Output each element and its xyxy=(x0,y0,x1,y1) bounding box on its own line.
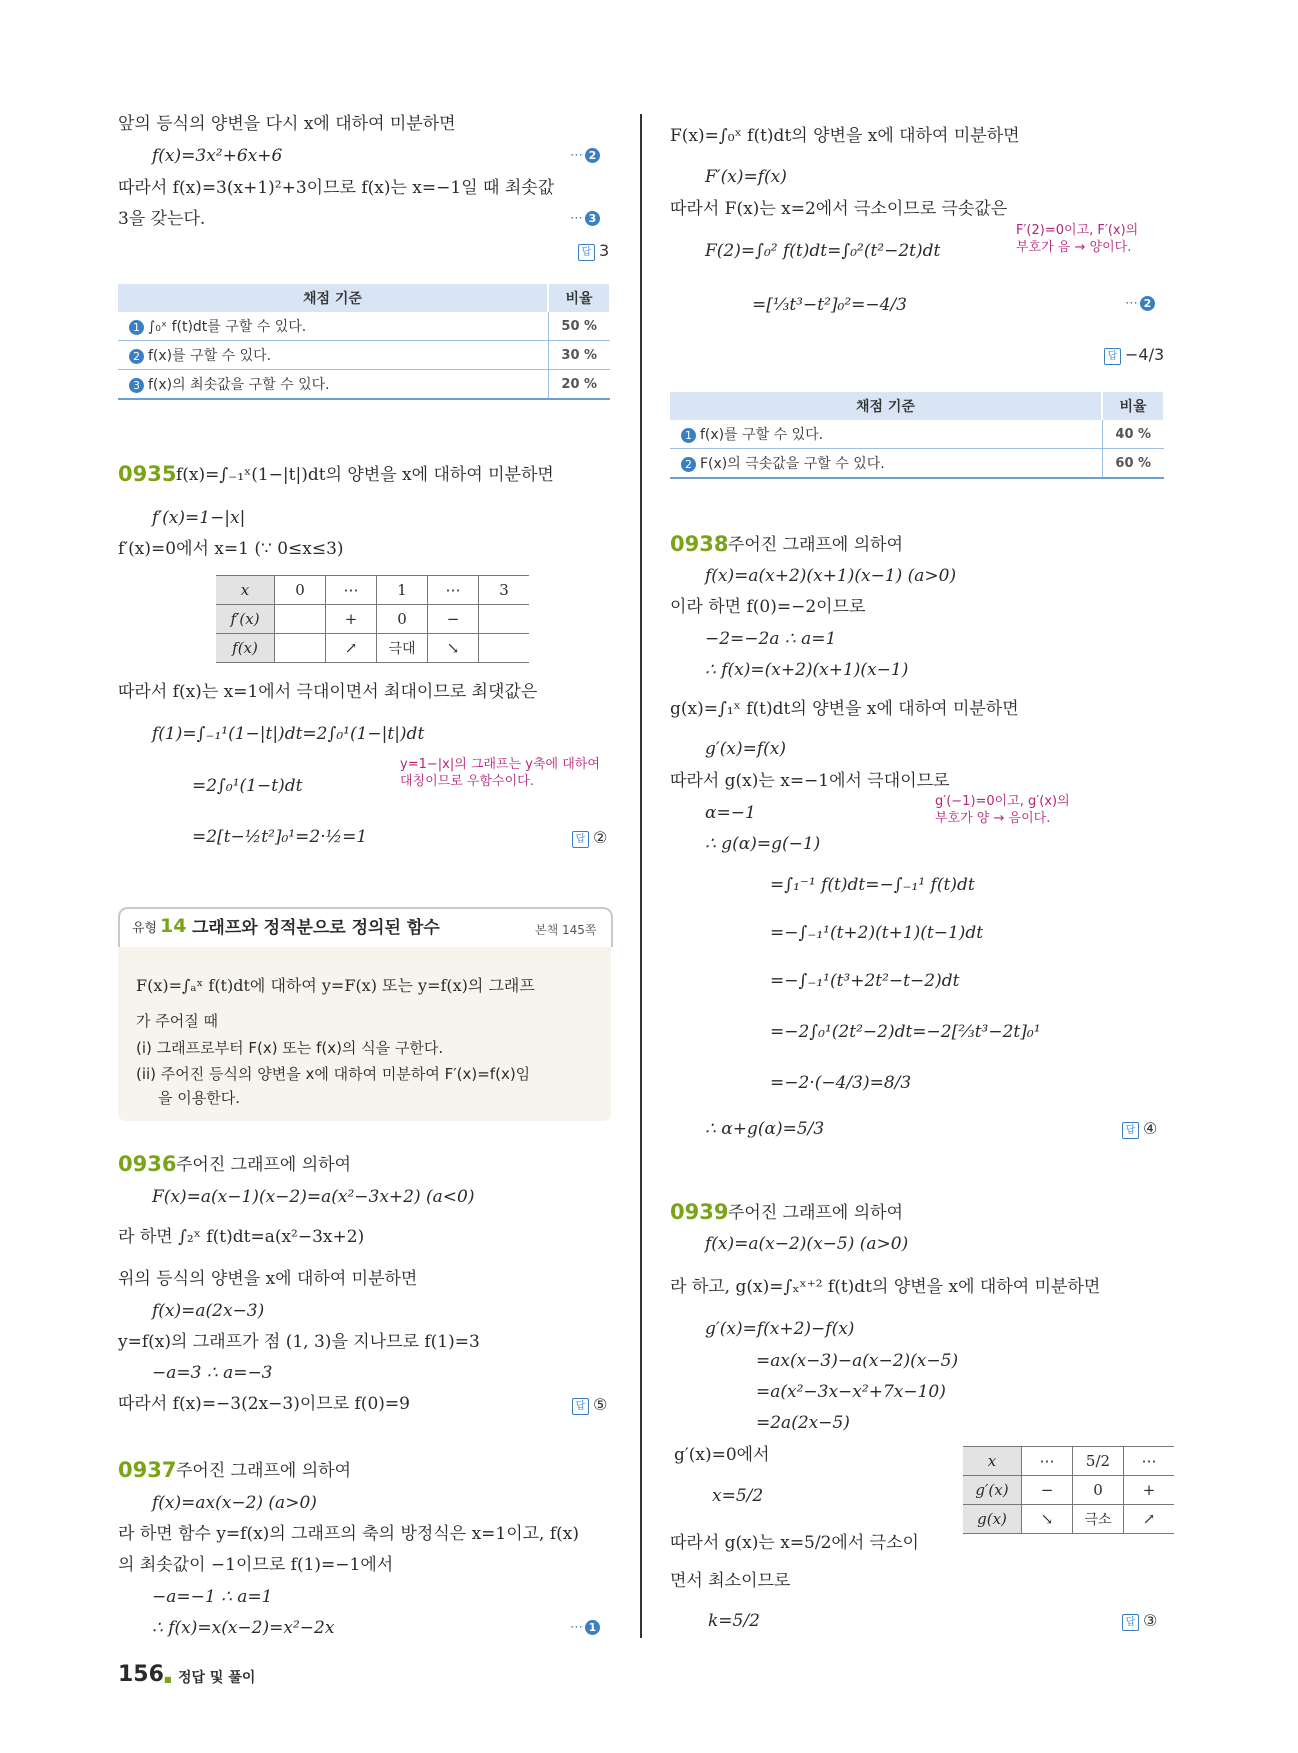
table-row: 2 F(x)의 극솟값을 구할 수 있다. 60 % xyxy=(670,449,1164,479)
type-number: 14 xyxy=(160,915,187,937)
footer-text: 정답 및 풀이 xyxy=(178,1670,256,1686)
equation: F′(x)=f(x) xyxy=(705,167,787,187)
answer: 답 ⑤ xyxy=(572,1395,607,1415)
equation: f′(x)=1−|x| xyxy=(152,508,246,528)
type-label: 유형 xyxy=(132,921,158,936)
equation: =2∫₀¹(1−t)dt xyxy=(192,776,303,796)
equation: F(x)=a(x−1)(x−2)=a(x²−3x+2) (a<0) xyxy=(152,1187,475,1207)
side-note: g′(−1)=0이고, g′(x)의 xyxy=(935,794,1070,809)
answer: 답 ② xyxy=(572,828,607,848)
equation: k=5/2 xyxy=(708,1611,760,1631)
equation: ∴ α+g(α)=5/3 xyxy=(705,1119,825,1139)
side-note: F′(2)=0이고, F′(x)의 xyxy=(1016,223,1139,238)
page-number: 156 xyxy=(118,1662,164,1687)
text-line: 따라서 f(x)=3(x+1)²+3이므로 f(x)는 x=−1일 때 최솟값 xyxy=(118,178,555,198)
grading-header: 채점 기준 xyxy=(670,392,1102,420)
problem-number: 0939 xyxy=(670,1200,729,1224)
text-line: 위의 등식의 양변을 x에 대하여 미분하면 xyxy=(118,1269,418,1289)
problem-number: 0938 xyxy=(670,532,729,556)
equation: =∫₁⁻¹ f(t)dt=−∫₋₁¹ f(t)dt xyxy=(770,875,975,895)
grading-header: 채점 기준 xyxy=(118,284,548,312)
step-marker: ⋯ 2 xyxy=(570,148,600,163)
column-divider xyxy=(640,114,642,1638)
ratio-header: 비율 xyxy=(1102,392,1164,420)
equation: α=−1 xyxy=(705,803,756,823)
text-line: g′(x)=0에서 xyxy=(674,1445,770,1465)
problem-head: f(x)=∫₋₁ˣ(1−|t|)dt의 양변을 x에 대하여 미분하면 xyxy=(176,465,554,485)
equation: f(1)=∫₋₁¹(1−|t|)dt=2∫₀¹(1−|t|)dt xyxy=(152,724,425,744)
text-line: g(x)=∫₁ˣ f(t)dt의 양변을 x에 대하여 미분하면 xyxy=(670,699,1019,719)
equation: =2a(2x−5) xyxy=(756,1413,850,1433)
text-line: y=f(x)의 그래프가 점 (1, 3)을 지나므로 f(1)=3 xyxy=(118,1332,480,1352)
grading-table-1 xyxy=(118,284,611,400)
text-line: 의 최솟값이 −1이므로 f(1)=−1에서 xyxy=(118,1555,394,1575)
equation: −a=−1 ∴ a=1 xyxy=(152,1587,273,1607)
equation: =[⅓t³−t²]₀²=−4/3 xyxy=(752,295,908,315)
type-text: (i) 그래프로부터 F(x) 또는 f(x)의 식을 구한다. xyxy=(136,1039,444,1057)
step-marker: ⋯ 1 xyxy=(570,1620,600,1635)
text-line: 따라서 F(x)는 x=2에서 극소이므로 극솟값은 xyxy=(670,199,1008,219)
problem-number: 0935 xyxy=(118,462,177,486)
table-row: 3 f(x)의 최솟값을 구할 수 있다. 20 % xyxy=(118,370,610,400)
equation: ∴ f(x)=x(x−2)=x²−2x xyxy=(152,1618,335,1638)
answer: 답 3 xyxy=(578,241,609,261)
equation: =ax(x−3)−a(x−2)(x−5) xyxy=(756,1351,959,1371)
text-line: 라 하면 ∫₂ˣ f(t)dt=a(x²−3x+2) xyxy=(118,1227,365,1247)
text-line: 따라서 g(x)는 x=5/2에서 극소이 xyxy=(670,1533,919,1553)
answer: 답 −4/3 xyxy=(1104,345,1164,365)
text-line: 따라서 f(x)=−3(2x−3)이므로 f(0)=9 xyxy=(118,1394,410,1414)
side-note: 부호가 양 → 음이다. xyxy=(935,811,1051,826)
equation: =a(x²−3x−x²+7x−10) xyxy=(756,1382,946,1402)
equation: f(x)=a(2x−3) xyxy=(152,1301,265,1321)
problem-number: 0936 xyxy=(118,1152,177,1176)
equation: =−2·(−4/3)=8/3 xyxy=(770,1073,912,1093)
step-marker: ⋯ 2 xyxy=(1125,296,1155,311)
equation: F(2)=∫₀² f(t)dt=∫₀²(t²−2t)dt xyxy=(705,241,941,261)
textbook-reference: 본책 145쪽 xyxy=(535,923,597,937)
equation: g′(x)=f(x) xyxy=(705,739,786,759)
side-note: 대칭이므로 우함수이다. xyxy=(400,774,534,789)
text-line: 따라서 g(x)는 x=−1에서 극대이므로 xyxy=(670,771,950,791)
side-note: y=1−|x|의 그래프는 y축에 대하여 xyxy=(400,757,600,772)
text-line: 3을 갖는다. xyxy=(118,209,206,229)
step-marker: ⋯ 3 xyxy=(570,211,600,226)
equation: x=5/2 xyxy=(712,1486,764,1506)
ratio-header: 비율 xyxy=(548,284,610,312)
text-line: f′(x)=0에서 x=1 (∵ 0≤x≤3) xyxy=(118,539,344,559)
equation: g′(x)=f(x+2)−f(x) xyxy=(705,1319,855,1339)
problem-head: 주어진 그래프에 의하여 xyxy=(728,1203,904,1223)
text-line: 라 하면 함수 y=f(x)의 그래프의 축의 방정식은 x=1이고, f(x) xyxy=(118,1524,580,1544)
table-row: 1 ∫₀ˣ f(t)dt를 구할 수 있다. 50 % xyxy=(118,312,610,341)
equation: =−2∫₀¹(2t²−2)dt=−2[⅔t³−2t]₀¹ xyxy=(770,1022,1041,1042)
equation: ∴ f(x)=(x+2)(x+1)(x−1) xyxy=(705,660,909,680)
equation: f(x)=a(x+2)(x+1)(x−1) (a>0) xyxy=(705,566,957,586)
equation: −2=−2a ∴ a=1 xyxy=(705,629,837,649)
grading-table-2 xyxy=(670,392,1165,479)
equation: f(x)=a(x−2)(x−5) (a>0) xyxy=(705,1234,909,1254)
variation-table: x ⋯ 5/2 ⋯ g′(x) − 0 + g(x) ↘ 극소 ↗ xyxy=(963,1446,1174,1534)
text-line: F(x)=∫₀ˣ f(t)dt의 양변을 x에 대하여 미분하면 xyxy=(670,126,1020,146)
table-row: 2 f(x)를 구할 수 있다. 30 % xyxy=(118,341,610,370)
equation: =2[t−½t²]₀¹=2·½=1 xyxy=(192,827,368,847)
problem-number: 0937 xyxy=(118,1458,177,1482)
problem-head: 주어진 그래프에 의하여 xyxy=(176,1461,352,1481)
side-note: 부호가 음 → 양이다. xyxy=(1016,240,1132,255)
type-text: (ii) 주어진 등식의 양변을 x에 대하여 미분하여 F′(x)=f(x)임 xyxy=(136,1065,531,1083)
text-line: 라 하고, g(x)=∫ₓˣ⁺² f(t)dt의 양변을 x에 대하여 미분하면 xyxy=(670,1277,1101,1297)
equation: f(x)=3x²+6x+6 xyxy=(152,146,283,166)
type-text: F(x)=∫ₐˣ f(t)dt에 대하여 y=F(x) 또는 y=f(x)의 그래프 xyxy=(136,976,535,995)
equation: ∴ g(α)=g(−1) xyxy=(705,834,821,854)
text-line: 면서 최소이므로 xyxy=(670,1571,791,1591)
footer-bullet: ■ xyxy=(164,1675,172,1684)
equation: =−∫₋₁¹(t+2)(t+1)(t−1)dt xyxy=(770,923,984,943)
type-text: 가 주어질 때 xyxy=(136,1012,218,1030)
table-row: 1 f(x)를 구할 수 있다. 40 % xyxy=(670,420,1164,449)
intro-text: 앞의 등식의 양변을 다시 x에 대하여 미분하면 xyxy=(118,114,456,134)
text-line: 따라서 f(x)는 x=1에서 극대이면서 최대이므로 최댓값은 xyxy=(118,682,538,702)
equation: f(x)=ax(x−2) (a>0) xyxy=(152,1493,317,1513)
answer: 답 ④ xyxy=(1122,1119,1157,1139)
equation: −a=3 ∴ a=−3 xyxy=(152,1363,273,1383)
answer: 답 ③ xyxy=(1122,1611,1157,1631)
type-text: 을 이용한다. xyxy=(158,1089,240,1107)
problem-head: 주어진 그래프에 의하여 xyxy=(176,1155,352,1175)
equation: =−∫₋₁¹(t³+2t²−t−2)dt xyxy=(770,971,960,991)
variation-table: x 0 ⋯ 1 ⋯ 3 f′(x) + 0 − f(x) ↗ 극대 ↘ xyxy=(216,575,529,663)
type-title: 그래프와 정적분으로 정의된 함수 xyxy=(192,918,440,938)
problem-head: 주어진 그래프에 의하여 xyxy=(728,535,904,555)
text-line: 이라 하면 f(0)=−2이므로 xyxy=(670,597,866,617)
